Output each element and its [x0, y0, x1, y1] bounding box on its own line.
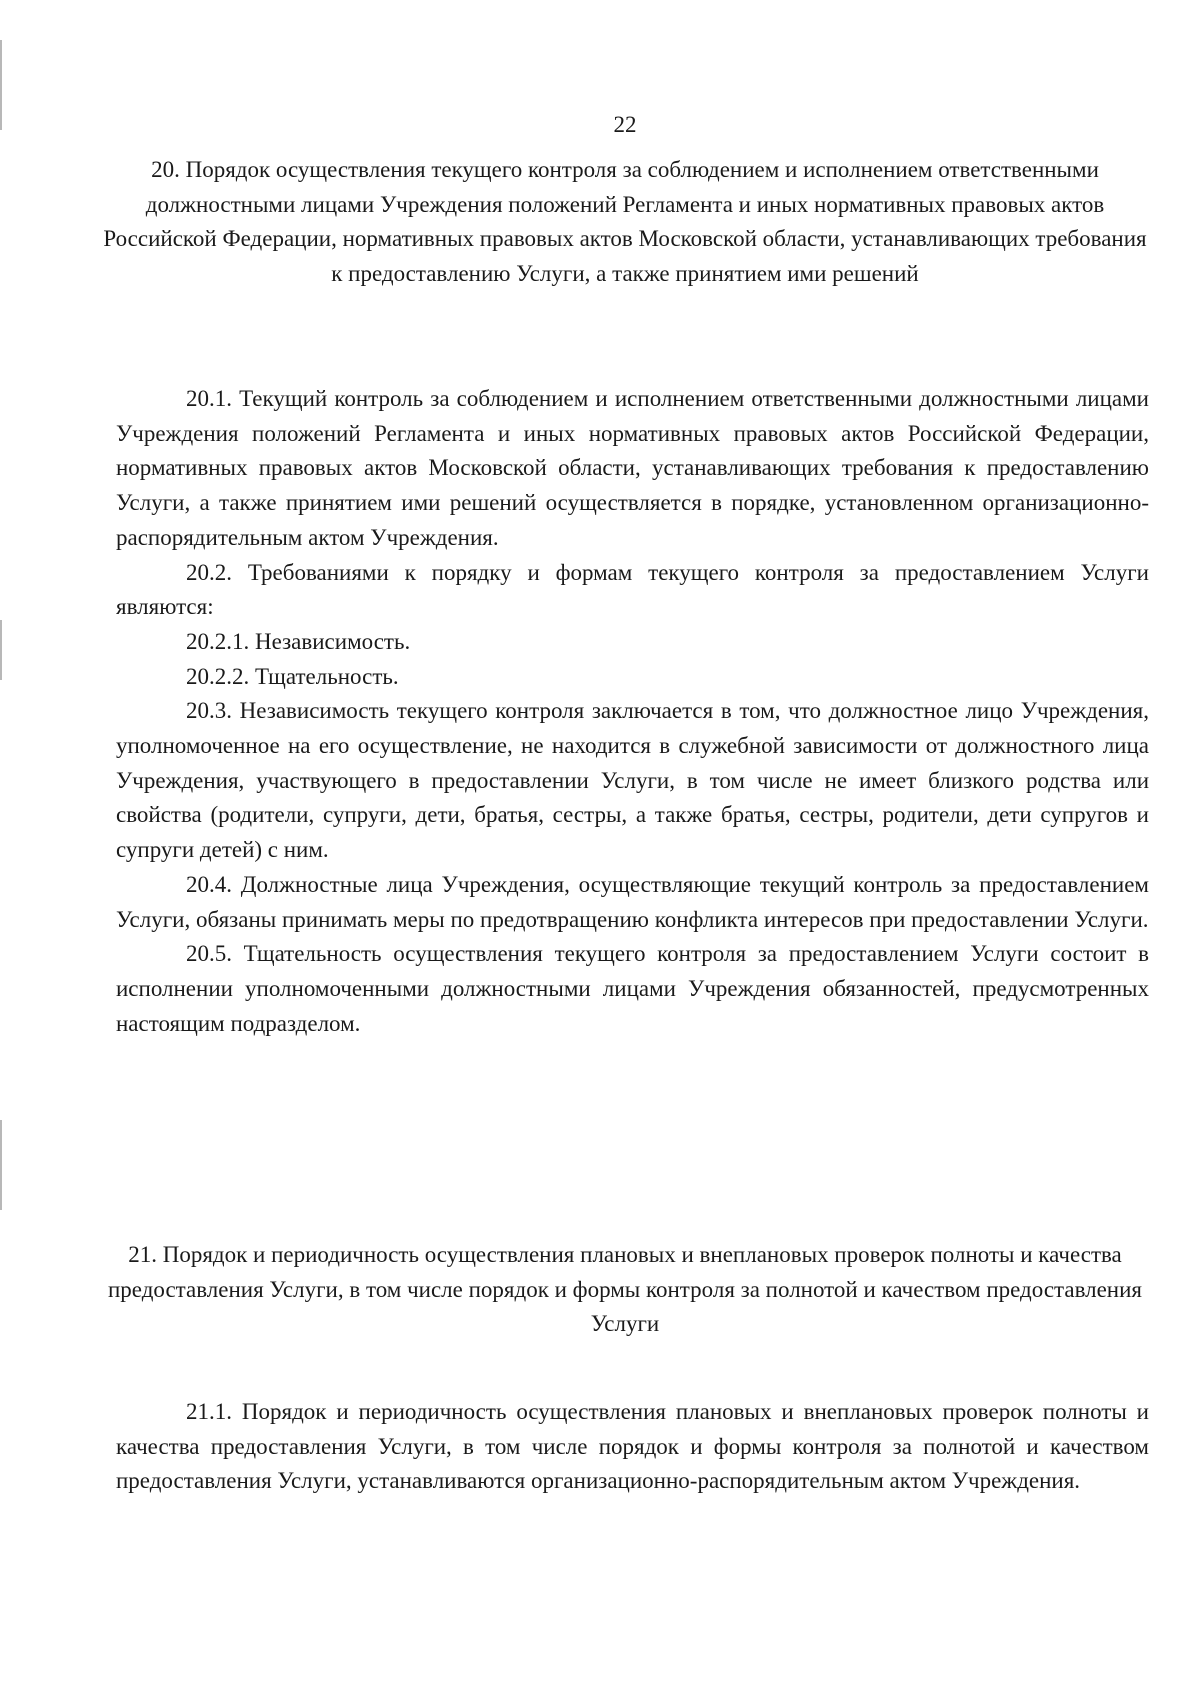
paragraph-21-1: 21.1. Порядок и периодичность осуществления плановых и внеплановых проверок полноты и качества предоставления Услуги, в том числе порядок и формы контроля за полнотой и качеством предоставления Услуги, устанавливаются организационно-распорядительным актом Учреждения. [116, 1399, 1149, 1494]
scan-edge-mark [0, 620, 2, 680]
section-20-heading: 20. Порядок осуществления текущего контроля за соблюдением и исполнением ответственными должностными лицами Учреждения положений Регламента и иных нормативных правовых актов Российской Федерации, нормативных правовых актов Московской области, устанавливающих требования к предоставлению Услуги, а также принятием ими решений [103, 157, 1147, 287]
section-21-body [116, 1395, 1149, 1499]
page-number: 22 [613, 112, 637, 137]
paragraph-20-3: 20.3. Независимость текущего контроля заключается в том, что должностное лицо Учреждения, уполномоченное на его осуществление, не находится в служебной зависимости от должностного лица Учреждения, участвующего в предоставлении Услуги, в том числе не имеет близкого родства или свойства (родители, супруги, дети, братья, сестры, а также братья, сестры, родители, дети супругов и супруги детей) с ним. [116, 698, 1149, 863]
paragraph-20-5: 20.5. Тщательность осуществления текущего контроля за предоставлением Услуги состоит в исполнении уполномоченными должностными лицами Учреждения обязанностей, предусмотренных настоящим подразделом. [116, 941, 1149, 1036]
paragraph-20-2: 20.2. Требованиями к порядку и формам текущего контроля за предоставлением Услуги являются: [116, 559, 1149, 620]
section-21-heading: 21. Порядок и периодичность осуществления плановых и внеплановых проверок полноты и качества предоставления Услуги, в том числе порядок и формы контроля за полнотой и качеством предоставления Услуги [107, 1242, 1143, 1337]
paragraph-20-4: 20.4. Должностные лица Учреждения, осуществляющие текущий контроль за предоставлением Услуги, обязаны принимать меры по предотвращению конфликта интересов при предоставлении Услуги. [116, 871, 1149, 932]
paragraph-20-2-2: 20.2.2. Тщательность. [186, 663, 399, 689]
paragraph-20-1: 20.1. Текущий контроль за соблюдением и исполнением ответственными должностными лицами Учреждения положений Регламента и иных нормативных правовых актов Российской Федерации, нормативных правовых актов Московской области, устанавливающих требования к предоставлению Услуги, а также принятием ими решений осуществляется в порядке, установленном организационно-распорядительным актом Учреждения. [116, 386, 1149, 550]
section-20-body [116, 382, 1149, 1041]
scan-edge-mark [0, 1120, 2, 1210]
paragraph-20-2-1: 20.2.1. Независимость. [186, 628, 411, 654]
